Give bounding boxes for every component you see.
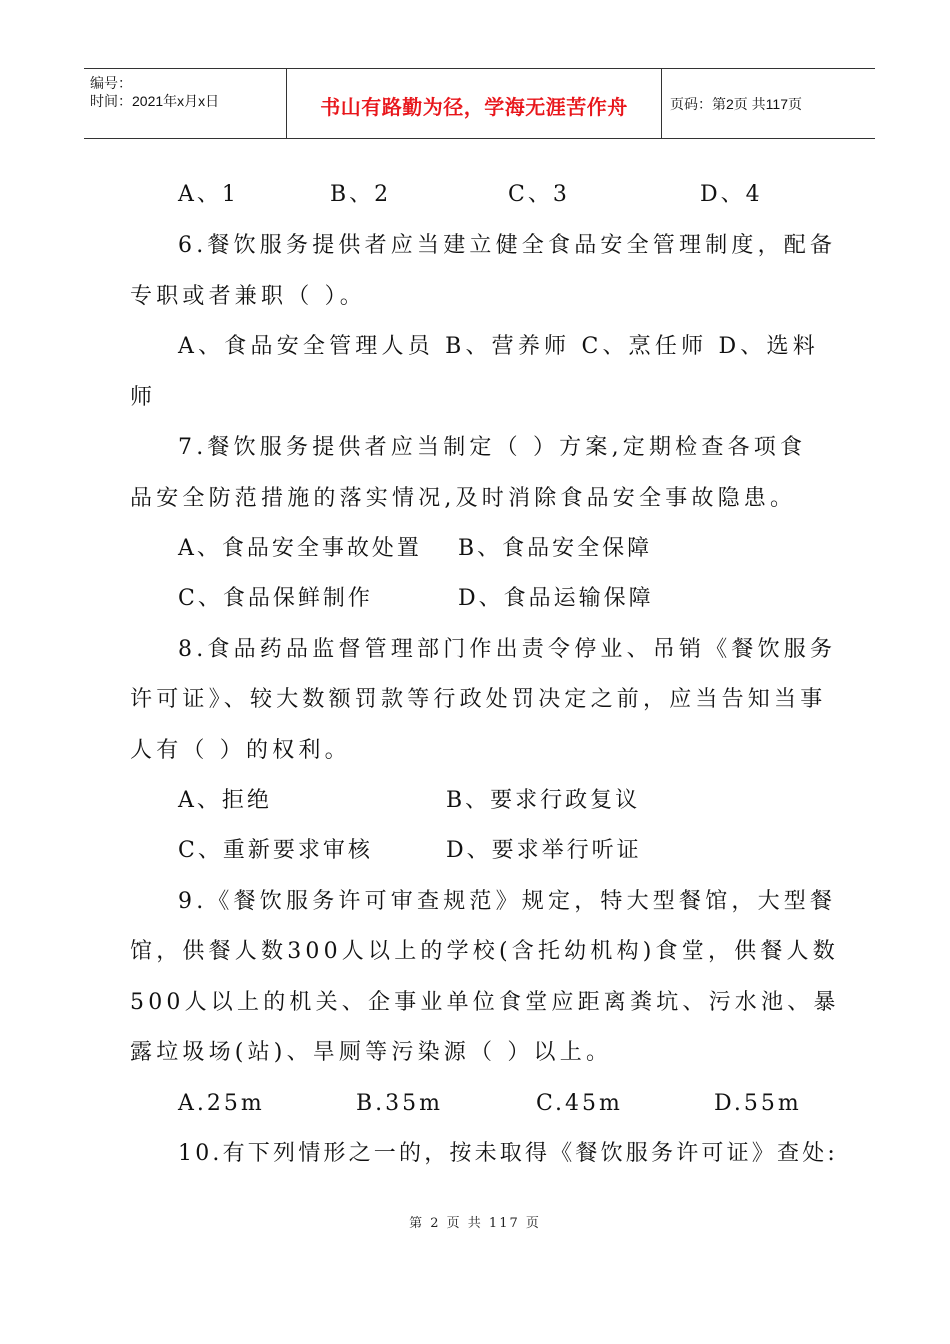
q9-line-3: 500人以上的机关、企事业单位食堂应距离粪坑、污水池、暴 bbox=[130, 990, 840, 1015]
q8-line-1: 8.食品药品监督管理部门作出责令停业、吊销《餐饮服务 bbox=[178, 637, 837, 662]
header-motto: 书山有路勤为径，学海无涯苦作舟 bbox=[320, 95, 628, 119]
q8-option-d: D、要求举行听证 bbox=[446, 838, 642, 863]
q8-option-b: B、要求行政复议 bbox=[446, 788, 641, 813]
q9-line-1: 9.《餐饮服务许可审查规范》规定，特大型餐馆，大型餐 bbox=[178, 889, 837, 914]
q6-options: A、食品安全管理人员 B、营养师 C、烹任师 D、选料 bbox=[178, 334, 819, 359]
page-header bbox=[84, 68, 875, 139]
time-label: 时间：2021年x月x日 bbox=[90, 93, 220, 109]
q5-option-c: C、3 bbox=[508, 182, 570, 207]
q7-option-c: C、食品保鲜制作 bbox=[178, 586, 373, 611]
q9-option-c: C.45m bbox=[536, 1091, 623, 1116]
q8-line-3: 人有（ ）的权利。 bbox=[130, 738, 351, 763]
page-footer: 第 2 页 共 117 页 bbox=[409, 1216, 541, 1231]
q5-option-b: B、2 bbox=[330, 182, 392, 207]
q7-option-a: A、食品安全事故处置 bbox=[178, 536, 422, 561]
q9-option-b: B.35m bbox=[356, 1091, 444, 1116]
header-page-label: 页码：第2页 共117页 bbox=[670, 96, 802, 112]
header-page-cell bbox=[660, 69, 875, 138]
q9-line-4: 露垃圾场(站)、旱厕等污染源（ ）以上。 bbox=[130, 1040, 613, 1065]
q7-line-2: 品安全防范措施的落实情况,及时消除食品安全事故隐患。 bbox=[130, 486, 797, 511]
q7-line-1: 7.餐饮服务提供者应当制定（ ）方案,定期检查各项食 bbox=[178, 435, 807, 460]
q10-line-1: 10.有下列情形之一的，按未取得《餐饮服务许可证》查处: bbox=[178, 1141, 839, 1166]
q8-option-c: C、重新要求审核 bbox=[178, 838, 373, 863]
header-motto-cell bbox=[286, 69, 662, 138]
q5-option-a: A、1 bbox=[178, 182, 239, 207]
q9-line-2: 馆，供餐人数300人以上的学校(含托幼机构)食堂，供餐人数 bbox=[130, 939, 839, 964]
q5-option-d: D、4 bbox=[700, 182, 763, 207]
header-meta bbox=[84, 69, 286, 138]
q9-option-a: A.25m bbox=[178, 1091, 265, 1116]
q9-option-d: D.55m bbox=[714, 1091, 802, 1116]
q6-line-2: 专职或者兼职（ ）。 bbox=[130, 284, 366, 309]
q7-option-d: D、食品运输保障 bbox=[458, 586, 654, 611]
q8-line-2: 许可证》、较大数额罚款等行政处罚决定之前，应当告知当事 bbox=[130, 687, 827, 712]
q6-line-1: 6.餐饮服务提供者应当建立健全食品安全管理制度，配备 bbox=[178, 233, 837, 258]
number-label: 编号： bbox=[90, 75, 132, 91]
q7-option-b: B、食品安全保障 bbox=[458, 536, 653, 561]
q6-options-cont: 师 bbox=[130, 385, 157, 410]
q8-option-a: A、拒绝 bbox=[178, 788, 272, 813]
